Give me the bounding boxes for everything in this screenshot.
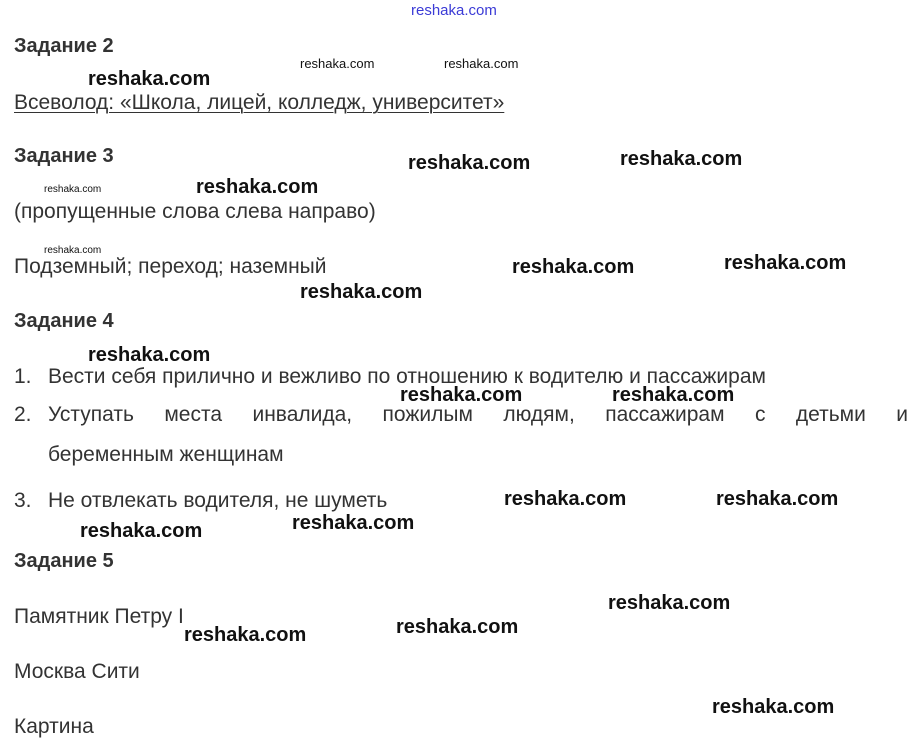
watermark: reshaka.com [300, 56, 375, 71]
watermark: reshaka.com [608, 592, 731, 614]
task5-item-1: Памятник Петру I [14, 605, 184, 628]
watermark: reshaka.com [80, 520, 203, 542]
watermark: reshaka.com [88, 68, 211, 90]
watermark: reshaka.com [724, 252, 847, 274]
watermark: reshaka.com [196, 176, 319, 198]
list-item-text: Вести себя прилично и вежливо по отношению к водителю и пассажирам [48, 365, 766, 388]
watermark: reshaka.com [44, 184, 102, 195]
task2-heading: Задание 2 [14, 35, 114, 57]
task3-answer: Подземный; переход; наземный [14, 255, 327, 278]
list-item-text: Не отвлекать водителя, не шуметь [48, 489, 388, 512]
task4-item-2-cont: беременным женщинам [48, 443, 284, 466]
watermark: reshaka.com [396, 616, 519, 638]
task5-item-2: Москва Сити [14, 660, 140, 683]
watermark: reshaka.com [612, 384, 735, 406]
watermark: reshaka.com [44, 245, 102, 256]
task4-heading: Задание 4 [14, 310, 114, 332]
list-number: 2. [14, 403, 32, 426]
task5-heading: Задание 5 [14, 550, 114, 572]
list-number: 1. [14, 365, 32, 388]
task2-answer: Всеволод: «Школа, лицей, колледж, университет» [14, 91, 505, 114]
watermark: reshaka.com [716, 488, 839, 510]
watermark: reshaka.com [504, 488, 627, 510]
watermark: reshaka.com [620, 148, 743, 170]
task3-note: (пропущенные слова слева направо) [14, 200, 376, 223]
watermark: reshaka.com [512, 256, 635, 278]
task5-item-3: Картина [14, 715, 94, 738]
watermark: reshaka.com [408, 152, 531, 174]
watermark: reshaka.com [444, 56, 519, 71]
watermark: reshaka.com [712, 696, 835, 718]
watermark: reshaka.com [184, 624, 307, 646]
task4-item-3 [14, 489, 387, 513]
list-item-text: Уступать места инвалида, пожилым людям, пассажирам с детьми и [48, 403, 908, 426]
watermark-top: reshaka.com [411, 2, 497, 19]
watermark: reshaka.com [300, 281, 423, 303]
watermark: reshaka.com [400, 384, 523, 406]
list-number: 3. [14, 489, 32, 512]
watermark: reshaka.com [292, 512, 415, 534]
watermark: reshaka.com [88, 344, 211, 366]
task3-heading: Задание 3 [14, 145, 114, 167]
